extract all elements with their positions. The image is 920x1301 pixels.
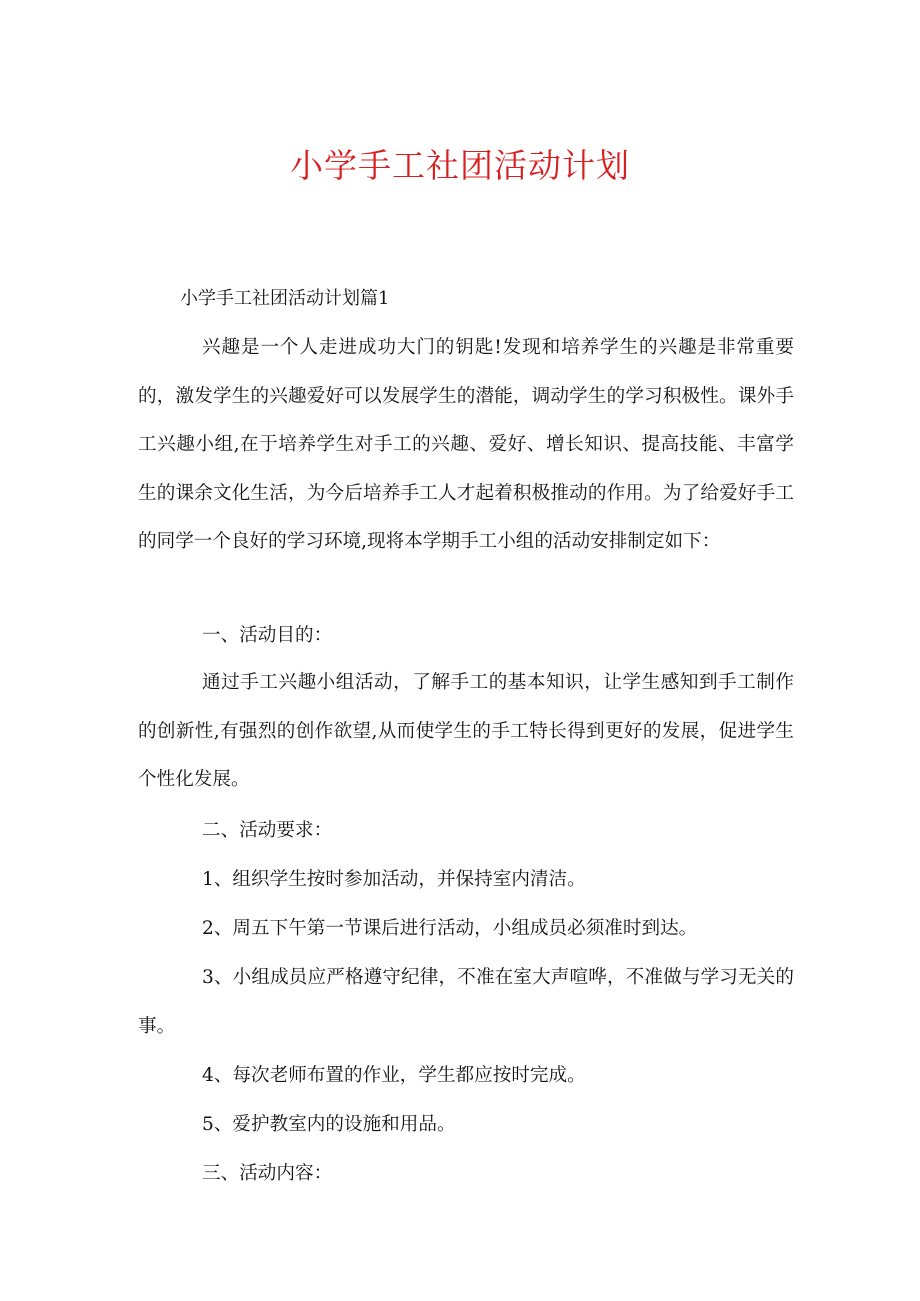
requirement-2: 2、周五下午第一节课后进行活动，小组成员必须准时到达。: [202, 918, 698, 939]
requirement-4: 4、每次老师布置的作业，学生都应按时完成。: [202, 1065, 586, 1086]
intro-paragraph: 兴趣是一个人走进成功大门的钥匙!发现和培养学生的兴趣是非常重要的，激发学生的兴趣爱好可以发展学生的潜能，调动学生的学习积极性。课外手工兴趣小组,在于培养学生对手工的兴趣、爱好、增长知识、提高技能、丰富学生的课余文化生活，为今后培养手工人才起着积极推动的作用。为了给爱好手工的同学一个良好的学习环境,现将本学期手工小组的活动安排制定如下：: [138, 337, 794, 552]
requirement-1: 1、组织学生按时参加活动，并保持室内清洁。: [202, 869, 586, 890]
section1-paragraph: 通过手工兴趣小组活动，了解手工的基本知识，让学生感知到手工制作的创新性,有强烈的创作欲望,从而使学生的手工特长得到更好的发展，促进学生个性化发展。: [138, 672, 794, 790]
document-subtitle: 小学手工社团活动计划篇1: [180, 288, 390, 309]
requirement-3: 3、小组成员应严格遵守纪律，不准在室大声喧哗，不准做与学习无关的事。: [138, 967, 794, 1037]
requirement-5: 5、爱护教室内的设施和用品。: [202, 1114, 456, 1135]
section2-heading: 二、活动要求：: [202, 820, 333, 841]
section3-heading: 三、活动内容：: [202, 1163, 333, 1184]
document-title: 小学手工社团活动计划: [290, 146, 630, 185]
section1-heading: 一、活动目的：: [202, 625, 333, 646]
